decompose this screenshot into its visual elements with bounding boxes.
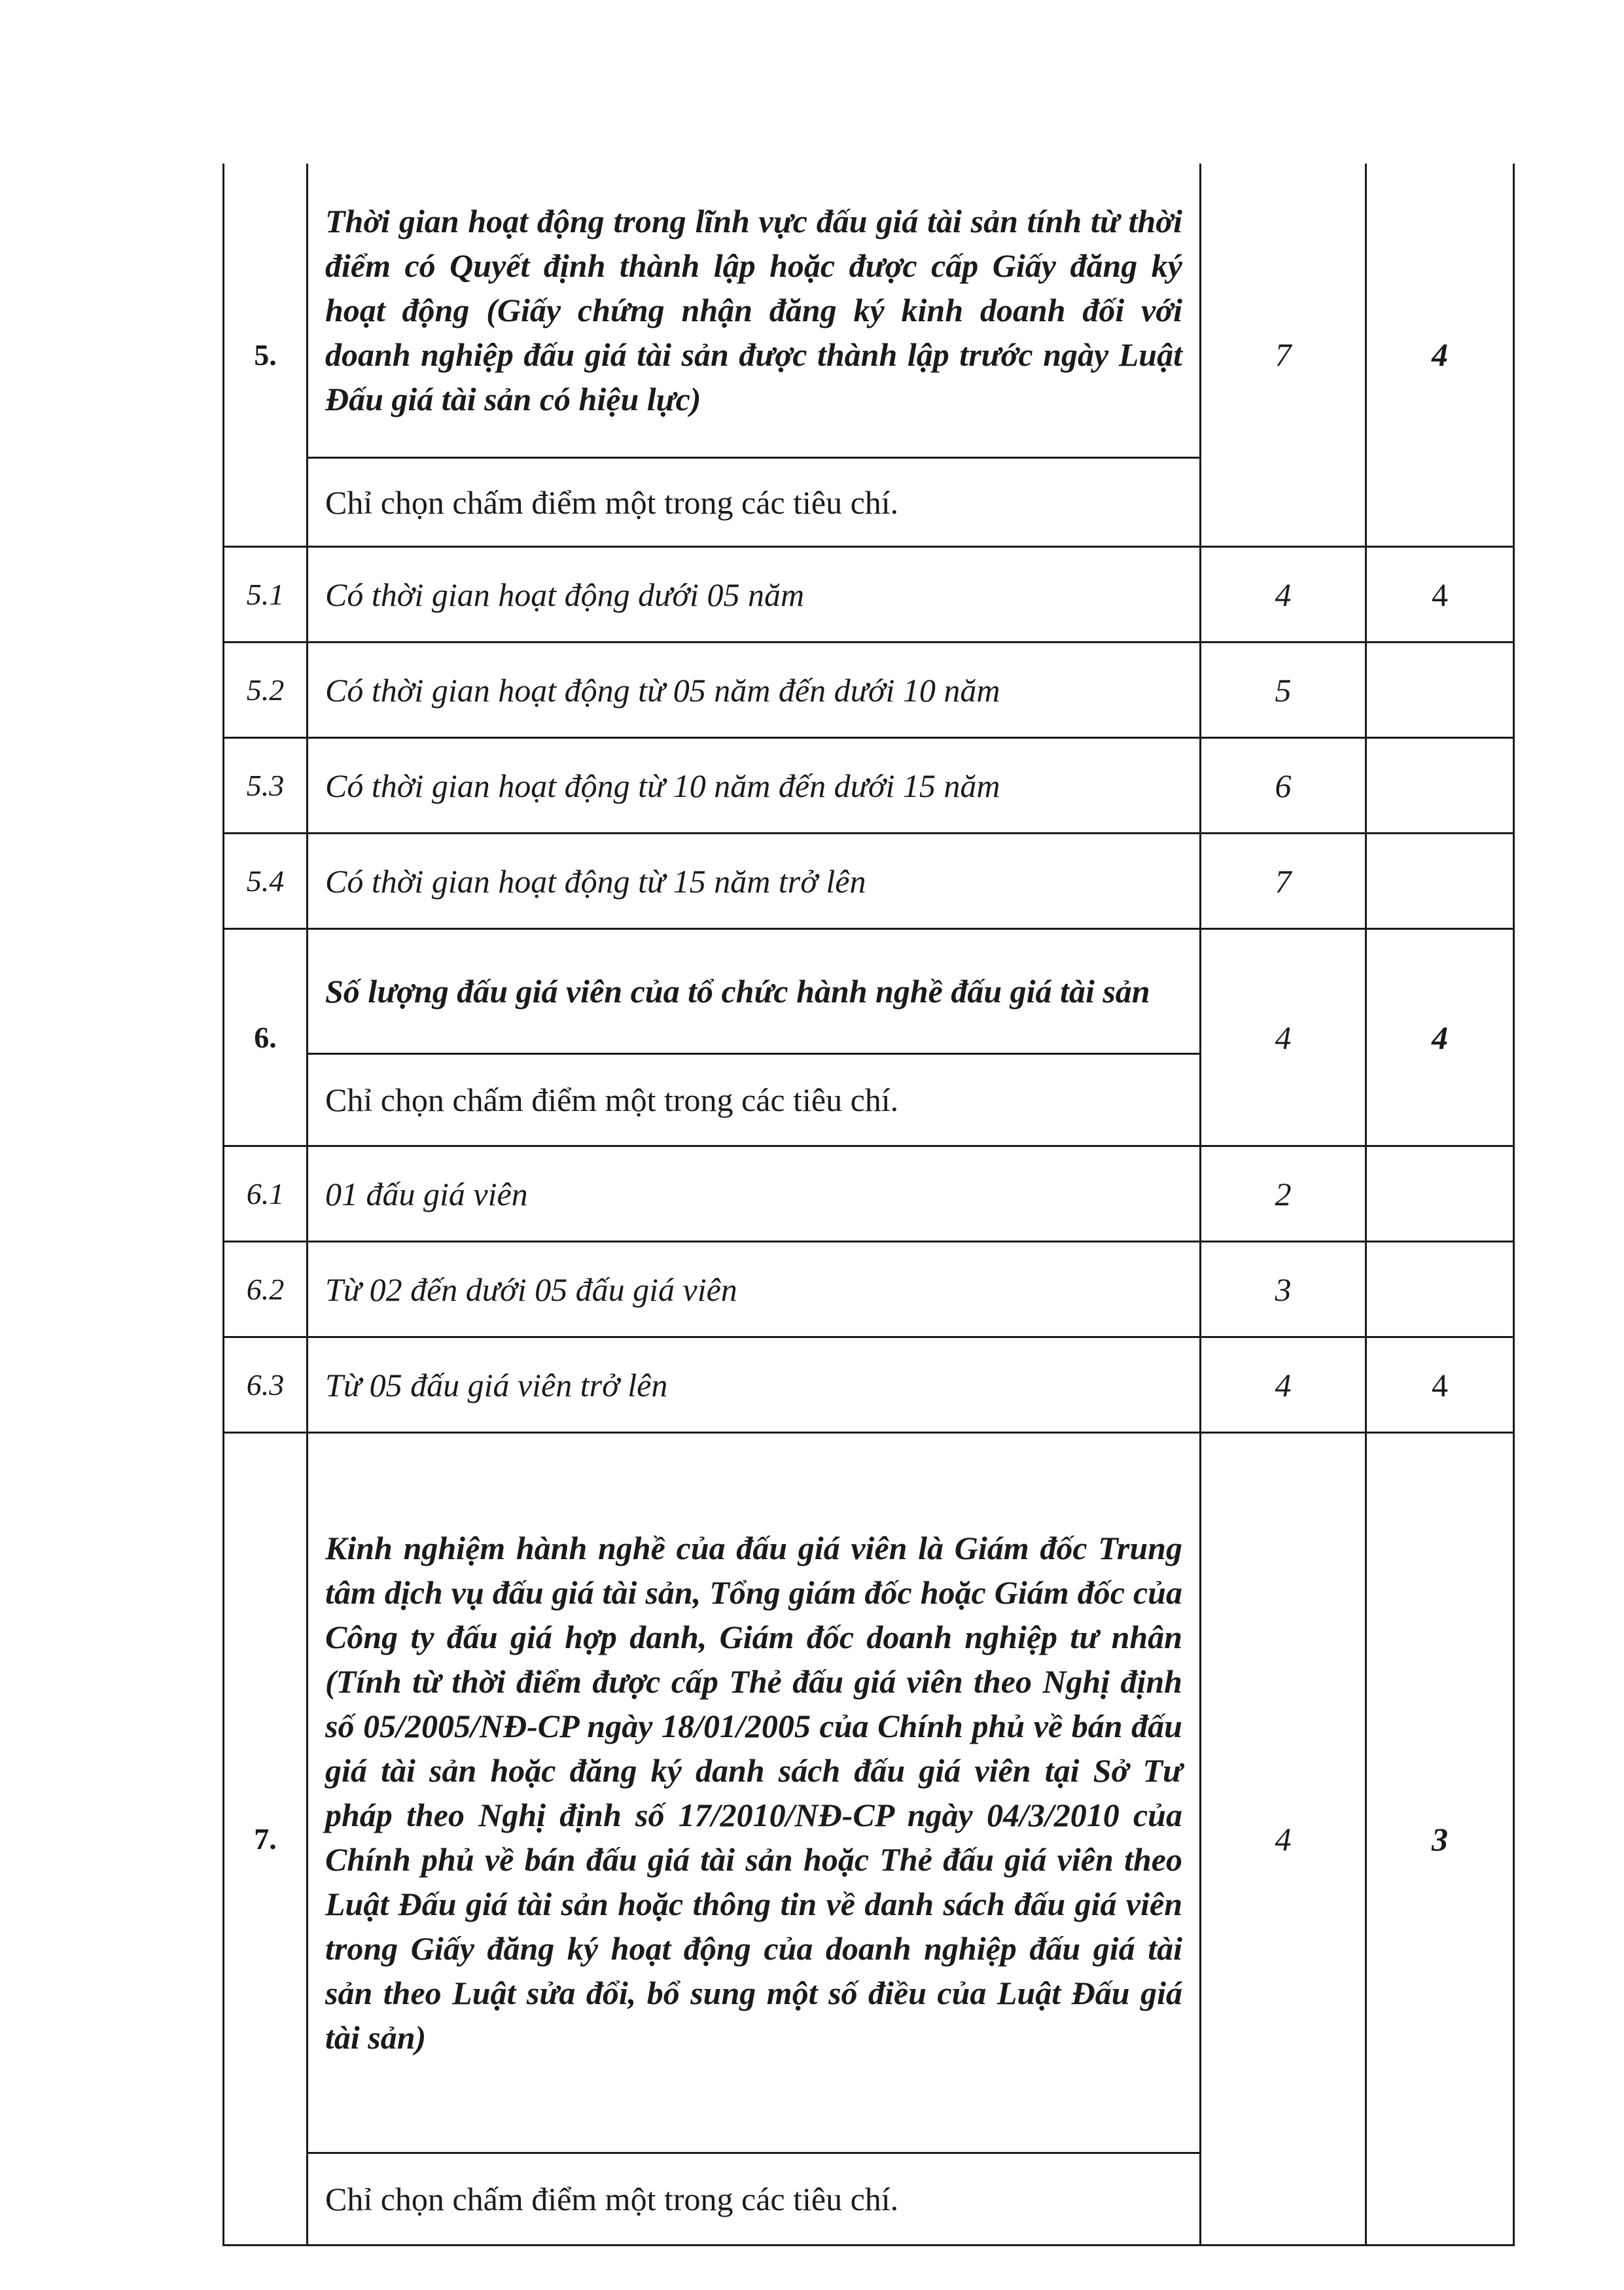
sub-criterion-max: 6 <box>1201 738 1366 834</box>
criterion-7-max-score: 4 <box>1201 1433 1366 2246</box>
sub-criterion-number: 5.4 <box>224 834 308 929</box>
sub-criterion-score <box>1366 1242 1514 1337</box>
sub-criterion-number: 6.2 <box>224 1242 308 1337</box>
sub-criterion-score <box>1366 1146 1514 1242</box>
sub-criterion-score <box>1366 738 1514 834</box>
criterion-5-title: Thời gian hoạt động trong lĩnh vực đấu giá tài sản tính từ thời điểm có Quyết định thành lập hoặc được cấp Giấy đăng ký hoạt động (Giấy chứng nhận đăng ký kinh doanh đối với doanh nghiệp đấu giá tài sản được thành lập trước ngày Luật Đấu giá tài sản có hiệu lực) <box>308 164 1201 458</box>
criterion-7-note: Chỉ chọn chấm điểm một trong các tiêu chí. <box>308 2153 1201 2246</box>
sub-criterion-number: 5.1 <box>224 547 308 643</box>
criterion-6-number: 6. <box>224 929 308 1146</box>
sub-criterion-score: 4 <box>1366 547 1514 643</box>
sub-criterion-label: Có thời gian hoạt động từ 15 năm trở lên <box>308 834 1201 929</box>
criterion-6-score: 4 <box>1366 929 1514 1146</box>
criterion-7-number: 7. <box>224 1433 308 2246</box>
sub-criterion-max: 7 <box>1201 834 1366 929</box>
sub-criterion-max: 2 <box>1201 1146 1366 1242</box>
table-row <box>224 1146 1514 1242</box>
sub-criterion-max: 5 <box>1201 643 1366 738</box>
criterion-7-title: Kinh nghiệm hành nghề của đấu giá viên là Giám đốc Trung tâm dịch vụ đấu giá tài sản, Tổng giám đốc hoặc Giám đốc của Công ty đấu giá hợp danh, Giám đốc doanh nghiệp tư nhân (Tính từ thời điểm được cấp Thẻ đấu giá viên theo Nghị định số 05/2005/NĐ-CP ngày 18/01/2005 của Chính phủ về bán đấu giá tài sản hoặc đăng ký danh sách đấu giá viên tại Sở Tư pháp theo Nghị định số 17/2010/NĐ-CP ngày 04/3/2010 của Chính phủ về bán đấu giá tài sản hoặc Thẻ đấu giá viên theo Luật Đấu giá tài sản hoặc thông tin về danh sách đấu giá viên trong Giấy đăng ký hoạt động của doanh nghiệp đấu giá tài sản theo Luật sửa đổi, bổ sung một số điều của Luật Đấu giá tài sản) <box>308 1433 1201 2153</box>
criteria-table <box>222 164 1515 2246</box>
sub-criterion-label: Từ 05 đấu giá viên trở lên <box>308 1337 1201 1433</box>
criterion-6-note: Chỉ chọn chấm điểm một trong các tiêu chí. <box>308 1054 1201 1146</box>
sub-criterion-score: 4 <box>1366 1337 1514 1433</box>
scoring-table <box>222 164 1515 2246</box>
sub-criterion-number: 6.3 <box>224 1337 308 1433</box>
sub-criterion-label: 01 đấu giá viên <box>308 1146 1201 1242</box>
sub-criterion-number: 5.3 <box>224 738 308 834</box>
criterion-5-max-score: 7 <box>1201 164 1366 547</box>
criterion-5-number: 5. <box>224 164 308 547</box>
sub-criterion-max: 4 <box>1201 1337 1366 1433</box>
sub-criterion-number: 6.1 <box>224 1146 308 1242</box>
sub-criterion-max: 3 <box>1201 1242 1366 1337</box>
sub-criterion-label: Có thời gian hoạt động từ 05 năm đến dưới 10 năm <box>308 643 1201 738</box>
sub-criterion-max: 4 <box>1201 547 1366 643</box>
table-row <box>224 738 1514 834</box>
sub-criterion-label: Từ 02 đến dưới 05 đấu giá viên <box>308 1242 1201 1337</box>
table-row <box>224 834 1514 929</box>
criterion-6-max-score: 4 <box>1201 929 1366 1146</box>
table-row <box>224 643 1514 738</box>
table-row <box>224 1242 1514 1337</box>
criterion-7-title-row <box>224 1433 1514 2153</box>
criterion-6-title: Số lượng đấu giá viên của tổ chức hành nghề đấu giá tài sản <box>308 929 1201 1054</box>
criterion-7-score: 3 <box>1366 1433 1514 2246</box>
sub-criterion-score <box>1366 834 1514 929</box>
criterion-5-note: Chỉ chọn chấm điểm một trong các tiêu chí. <box>308 458 1201 547</box>
criterion-6-title-row <box>224 929 1514 1054</box>
table-row <box>224 1337 1514 1433</box>
table-row <box>224 547 1514 643</box>
criterion-5-score: 4 <box>1366 164 1514 547</box>
sub-criterion-number: 5.2 <box>224 643 308 738</box>
sub-criterion-score <box>1366 643 1514 738</box>
criterion-5-title-row <box>224 164 1514 458</box>
sub-criterion-label: Có thời gian hoạt động dưới 05 năm <box>308 547 1201 643</box>
sub-criterion-label: Có thời gian hoạt động từ 10 năm đến dưới 15 năm <box>308 738 1201 834</box>
